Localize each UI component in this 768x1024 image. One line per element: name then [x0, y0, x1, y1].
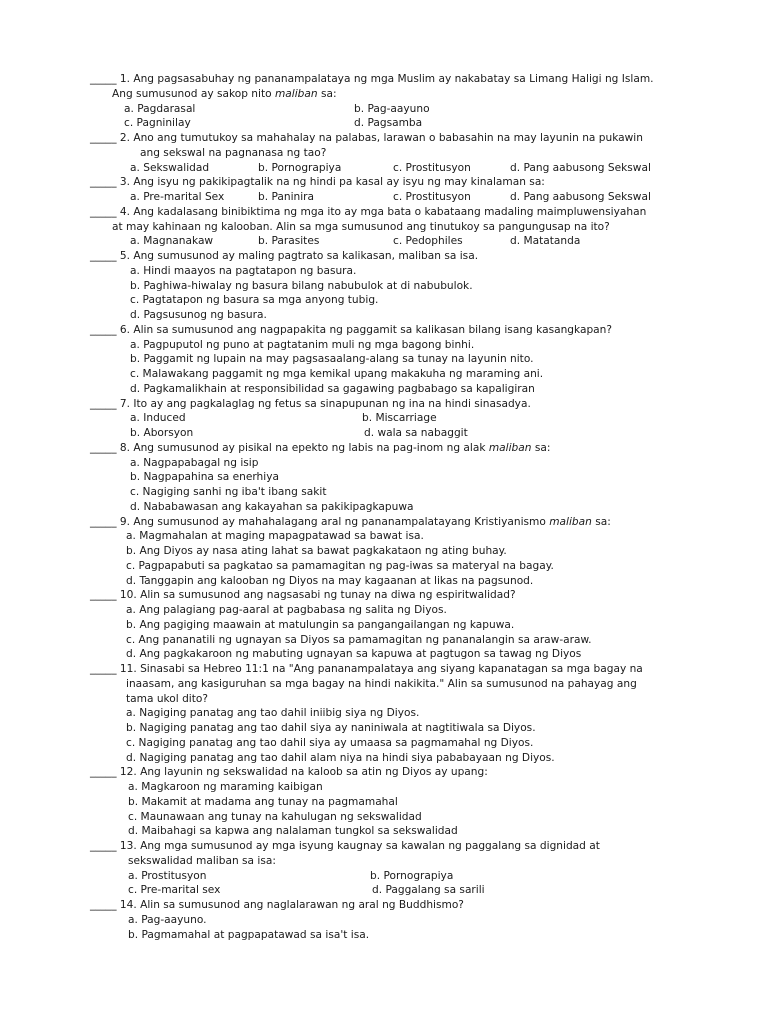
- question-text: Ito ay ang pagkalaglag ng fetus sa sinapupunan ng ina na hindi sinasadya.: [129, 397, 531, 410]
- question-number: _____ 8.: [90, 441, 130, 454]
- option-b: b. Nagpapahina sa enerhiya: [130, 471, 279, 484]
- question-11: [90, 662, 710, 765]
- question-text: Ang sumusunod ay mahahalagang aral ng pananampalatayang Kristiyanismo: [129, 515, 550, 528]
- question-text: Ano ang tumutukoy sa mahahalay na palabas, larawan o babasahin na may layunin na pukawin: [129, 132, 643, 144]
- option-b: b. Pornograpiya: [258, 161, 342, 174]
- option-b: b. Ang Diyos ay nasa ating lahat sa bawat pagkakataon ng ating buhay.: [126, 545, 507, 557]
- question-text: at may kahinaan ng kalooban. Alin sa mga sumusunod ang tinutukoy sa pangungusap na ito?: [112, 220, 610, 233]
- question-number: _____ 2.: [90, 132, 130, 144]
- option-b: b. Pornograpiya: [370, 869, 454, 882]
- question-text: Alin sa sumusunod ang naglalarawan ng aral ng Buddhismo?: [136, 899, 464, 911]
- option-c: c. Prostitusyon: [393, 161, 471, 174]
- question-text: sa:: [531, 441, 551, 454]
- question-number: _____ 12.: [90, 766, 137, 779]
- options-row: [90, 411, 710, 426]
- option-b: b. Ang pagiging maawain at matulungin sa pangangailangan ng kapuwa.: [126, 618, 515, 631]
- option-d: d. Pang aabusong Sekswal: [510, 161, 651, 174]
- option-b: b. Makamit at madama ang tunay na pagmamahal: [128, 795, 398, 808]
- question-number: _____ 11.: [90, 663, 137, 675]
- question-number: _____ 1.: [90, 73, 130, 85]
- question-text: Ang sumusunod ay pisikal na epekto ng labis na pag-inom ng alak: [129, 441, 489, 454]
- question-5: [90, 249, 710, 323]
- option-c: c. Maunawaan ang tunay na kahulugan ng sekswalidad: [128, 810, 422, 823]
- option-d: d. Pagsusunog ng basura.: [130, 309, 267, 321]
- option-a: a. Magnanakaw: [130, 235, 214, 248]
- option-b: b. Paggamit ng lupain na may pagsasaalang-alang sa tunay na layunin nito.: [130, 353, 534, 366]
- question-number: _____ 3.: [90, 176, 130, 189]
- emphasis-text: maliban: [274, 87, 318, 100]
- option-c: c. Nagiging panatag ang tao dahil siya ay umaasa sa pagmamahal ng Diyos.: [126, 736, 534, 749]
- option-d: d. Nababawasan ang kakayahan sa pakikipagkapuwa: [130, 500, 414, 513]
- emphasis-text: maliban: [549, 515, 592, 528]
- option-a: a. Nagiging panatag ang tao dahil iniibig siya ng Diyos.: [126, 707, 420, 720]
- question-text: Ang kadalasang binibiktima ng mga ito ay mga bata o kabataang madaling maimpluwensiyahan: [129, 205, 647, 218]
- option-b: b. Nagiging panatag ang tao dahil siya ay naniniwala at nagtitiwala sa Diyos.: [126, 722, 536, 734]
- option-d: d. Paggalang sa sarili: [372, 884, 485, 897]
- question-text: Alin sa sumusunod ang nagsasabi ng tunay na diwa ng espiritwalidad?: [136, 589, 516, 602]
- question-number: _____ 9.: [90, 515, 130, 528]
- question-text: sa:: [317, 87, 337, 100]
- question-text: Alin sa sumusunod ang nagpapakita ng paggamit sa kalikasan bilang isang kasangkapan?: [129, 323, 613, 336]
- question-text: Ang mga sumusunod ay mga isyung kaugnay sa kawalan ng paggalang sa dignidad at: [136, 840, 600, 852]
- question-text: Ang pagsasabuhay ng pananampalataya ng mga Muslim ay nakabatay sa Limang Haligi ng Islam.: [129, 73, 654, 85]
- question-14: [90, 898, 710, 942]
- option-c: b. Aborsyon: [130, 427, 194, 439]
- option-d: d. Pang aabusong Sekswal: [510, 191, 651, 203]
- question-list: [90, 72, 710, 942]
- question-text: inaasam, ang kasiguruhan sa mga bagay na hindi nakikita." Alin sa sumusunod na pahayag ang: [126, 677, 637, 690]
- option-b: b. Paninira: [258, 191, 315, 203]
- option-d: d. Ang pagkakaroon ng mabuting ugnayan sa kapuwa at pagtugon sa tawag ng Diyos: [126, 648, 582, 661]
- question-10: [90, 588, 710, 662]
- question-text: Ang isyu ng pakikipagtalik na ng hindi pa kasal ay isyu ng may kinalaman sa:: [129, 176, 545, 189]
- question-text: Sinasabi sa Hebreo 11:1 na "Ang pananampalataya ang siyang kapanatagan sa mga bagay na: [136, 663, 643, 675]
- option-c: c. Pre-marital sex: [128, 884, 221, 897]
- emphasis-text: maliban: [488, 441, 532, 454]
- options-row: [90, 161, 710, 176]
- option-b: b. Pag-aayuno: [354, 102, 430, 115]
- option-d: d. wala sa nabaggit: [364, 427, 468, 439]
- option-d: d. Pagsamba: [354, 117, 423, 130]
- question-text: sekswalidad maliban sa isa:: [128, 854, 276, 867]
- option-a: a. Magkaroon ng maraming kaibigan: [128, 781, 323, 793]
- option-a: a. Nagpapabagal ng isip: [130, 456, 259, 469]
- option-b: b. Pagmamahal at pagpapatawad sa isa't isa.: [128, 928, 370, 941]
- option-a: a. Magmahalan at maging mapagpatawad sa bawat isa.: [126, 530, 424, 543]
- options-row: [90, 102, 710, 117]
- question-text: tama ukol dito?: [126, 692, 209, 705]
- question-4: [90, 205, 710, 249]
- options-row: [90, 883, 710, 898]
- options-row: [90, 116, 710, 131]
- option-b: b. Parasites: [258, 235, 320, 248]
- options-row: [90, 869, 710, 884]
- option-d: d. Nagiging panatag ang tao dahil alam niya na hindi siya pababayaan ng Diyos.: [126, 751, 555, 764]
- question-number: _____ 14.: [90, 899, 137, 911]
- question-number: _____ 7.: [90, 397, 130, 410]
- question-text: Ang layunin ng sekswalidad na kaloob sa atin ng Diyos ay upang:: [136, 766, 488, 779]
- option-a: a. Ang palagiang pag-aaral at pagbabasa ng salita ng Diyos.: [126, 604, 447, 616]
- option-c: c. Pagninilay: [124, 117, 191, 130]
- options-row: [90, 190, 710, 205]
- option-c: c. Pagpapabuti sa pagkatao sa pamamagitan ng pag-iwas sa materyal na bagay.: [126, 559, 554, 572]
- option-a: a. Prostitusyon: [128, 869, 207, 882]
- option-c: c. Nagiging sanhi ng iba't ibang sakit: [130, 486, 327, 498]
- option-b: b. Paghiwa-hiwalay ng basura bilang nabubulok at di nabubulok.: [130, 279, 473, 292]
- option-c: c. Pagtatapon ng basura sa mga anyong tubig.: [130, 294, 379, 307]
- option-d: d. Tanggapin ang kalooban ng Diyos na may kagaanan at likas na pagsunod.: [126, 574, 534, 587]
- option-d: d. Pagkamalikhain at responsibilidad sa gagawing pagbabago sa kapaligiran: [130, 382, 535, 395]
- question-7: [90, 397, 710, 441]
- question-1: [90, 72, 710, 131]
- question-text: sa:: [591, 515, 611, 528]
- question-12: [90, 765, 710, 839]
- question-text: Ang sumusunod ay sakop nito: [112, 87, 275, 100]
- options-row: [90, 426, 710, 441]
- option-d: d. Matatanda: [510, 235, 581, 248]
- option-a: a. Pag-aayuno.: [128, 913, 207, 926]
- option-b: b. Miscarriage: [362, 412, 437, 425]
- option-c: c. Prostitusyon: [393, 191, 471, 203]
- question-number: _____ 4.: [90, 205, 130, 218]
- option-a: a. Pagdarasal: [124, 102, 196, 115]
- question-text: Ang sumusunod ay maling pagtrato sa kalikasan, maliban sa isa.: [129, 250, 479, 262]
- question-8: [90, 441, 710, 515]
- question-number: _____ 6.: [90, 323, 130, 336]
- question-number: _____ 5.: [90, 250, 130, 262]
- question-number: _____ 13.: [90, 840, 137, 852]
- option-a: a. Pagpuputol ng puno at pagtatanim muli ng mga bagong binhi.: [130, 338, 475, 351]
- question-6: [90, 323, 710, 397]
- question-number: _____ 10.: [90, 589, 137, 602]
- option-c: c. Malawakang paggamit ng mga kemikal upang makakuha ng maraming ani.: [130, 368, 544, 380]
- option-d: d. Maibahagi sa kapwa ang nalalaman tungkol sa sekswalidad: [128, 825, 458, 838]
- options-row: [90, 234, 710, 249]
- question-text: ang sekswal na pagnanasa ng tao?: [140, 146, 327, 159]
- option-a: a. Induced: [130, 412, 186, 425]
- option-a: a. Pre-marital Sex: [130, 191, 225, 203]
- option-c: c. Pedophiles: [393, 235, 463, 248]
- option-c: c. Ang pananatili ng ugnayan sa Diyos sa pamamagitan ng pananalangin sa araw-araw.: [126, 633, 592, 646]
- question-2: [90, 131, 710, 175]
- option-a: a. Hindi maayos na pagtatapon ng basura.: [130, 264, 357, 277]
- question-13: [90, 839, 710, 898]
- question-3: [90, 175, 710, 205]
- option-a: a. Sekswalidad: [130, 161, 210, 174]
- question-9: [90, 515, 710, 589]
